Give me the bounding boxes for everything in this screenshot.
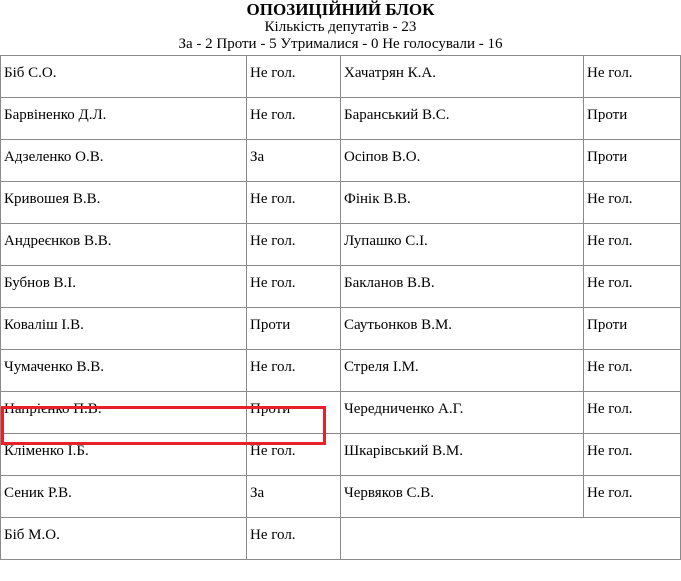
- deputy-name: Баранський В.С.: [341, 98, 584, 140]
- deputy-name: Біб М.О.: [1, 518, 247, 560]
- deputy-name: Лупашко С.І.: [341, 224, 584, 266]
- deputy-name: Андреєнков В.В.: [1, 224, 247, 266]
- deputy-vote: Не гол.: [584, 434, 681, 476]
- vote-summary: За - 2 Проти - 5 Утрималися - 0 Не голосували - 16: [178, 36, 503, 52]
- table-row: [1, 98, 681, 140]
- document-header: [0, 0, 681, 53]
- table-row: [1, 476, 681, 518]
- deputy-name: Барвіненко Д.Л.: [1, 98, 247, 140]
- deputy-vote: Не гол.: [584, 266, 681, 308]
- deputy-name: Бубнов В.І.: [1, 266, 247, 308]
- table-row: [1, 350, 681, 392]
- deputy-name: Коваліш І.В.: [1, 308, 247, 350]
- deputy-name: Адзеленко О.В.: [1, 140, 247, 182]
- deputy-vote: За: [247, 476, 341, 518]
- table-row: [1, 518, 681, 560]
- deputy-name: Фінік В.В.: [341, 182, 584, 224]
- deputy-vote: Не гол.: [247, 224, 341, 266]
- deputy-vote: Проти: [584, 308, 681, 350]
- deputy-name: Чередниченко А.Г.: [341, 392, 584, 434]
- deputies-count: Кількість депутатів - 23: [264, 19, 417, 35]
- table-row: [1, 56, 681, 98]
- deputy-vote: Проти: [247, 308, 341, 350]
- table-row: [1, 224, 681, 266]
- deputy-vote: Не гол.: [584, 476, 681, 518]
- votes-table: [0, 55, 681, 560]
- table-row: [1, 434, 681, 476]
- table-row: [1, 182, 681, 224]
- deputy-vote: Не гол.: [247, 98, 341, 140]
- deputy-vote: Не гол.: [584, 392, 681, 434]
- deputy-name: Сеник Р.В.: [1, 476, 247, 518]
- deputy-name: Бакланов В.В.: [341, 266, 584, 308]
- table-row: [1, 392, 681, 434]
- table-row: [1, 140, 681, 182]
- deputy-vote: Не гол.: [247, 266, 341, 308]
- deputy-vote: Не гол.: [584, 350, 681, 392]
- deputy-vote: За: [247, 140, 341, 182]
- deputy-vote: Не гол.: [247, 56, 341, 98]
- table-row: [1, 266, 681, 308]
- deputy-name: Шкарівський В.М.: [341, 434, 584, 476]
- deputy-vote: Не гол.: [247, 182, 341, 224]
- deputy-vote: Проти: [584, 140, 681, 182]
- deputy-vote: Проти: [584, 98, 681, 140]
- deputy-vote: Проти: [247, 392, 341, 434]
- deputy-vote: Не гол.: [247, 350, 341, 392]
- deputy-vote: Не гол.: [584, 224, 681, 266]
- deputy-vote: Не гол.: [247, 434, 341, 476]
- deputy-name: Напрієнко П.В.: [1, 392, 247, 434]
- deputy-name: Саутьонков В.М.: [341, 308, 584, 350]
- table-row: [1, 308, 681, 350]
- deputy-name: Червяков С.В.: [341, 476, 584, 518]
- deputy-vote: Не гол.: [584, 56, 681, 98]
- deputy-name: Кривошея В.В.: [1, 182, 247, 224]
- deputy-name: Хачатрян К.А.: [341, 56, 584, 98]
- deputy-name: Кліменко І.Б.: [1, 434, 247, 476]
- deputy-vote: Не гол.: [584, 182, 681, 224]
- empty-cell: [341, 518, 681, 560]
- deputy-name: Чумаченко В.В.: [1, 350, 247, 392]
- deputy-name: Стреля І.М.: [341, 350, 584, 392]
- deputy-name: Біб С.О.: [1, 56, 247, 98]
- deputy-name: Осіпов В.О.: [341, 140, 584, 182]
- faction-title: ОПОЗИЦІЙНИЙ БЛОК: [246, 0, 435, 19]
- deputy-vote: Не гол.: [247, 518, 341, 560]
